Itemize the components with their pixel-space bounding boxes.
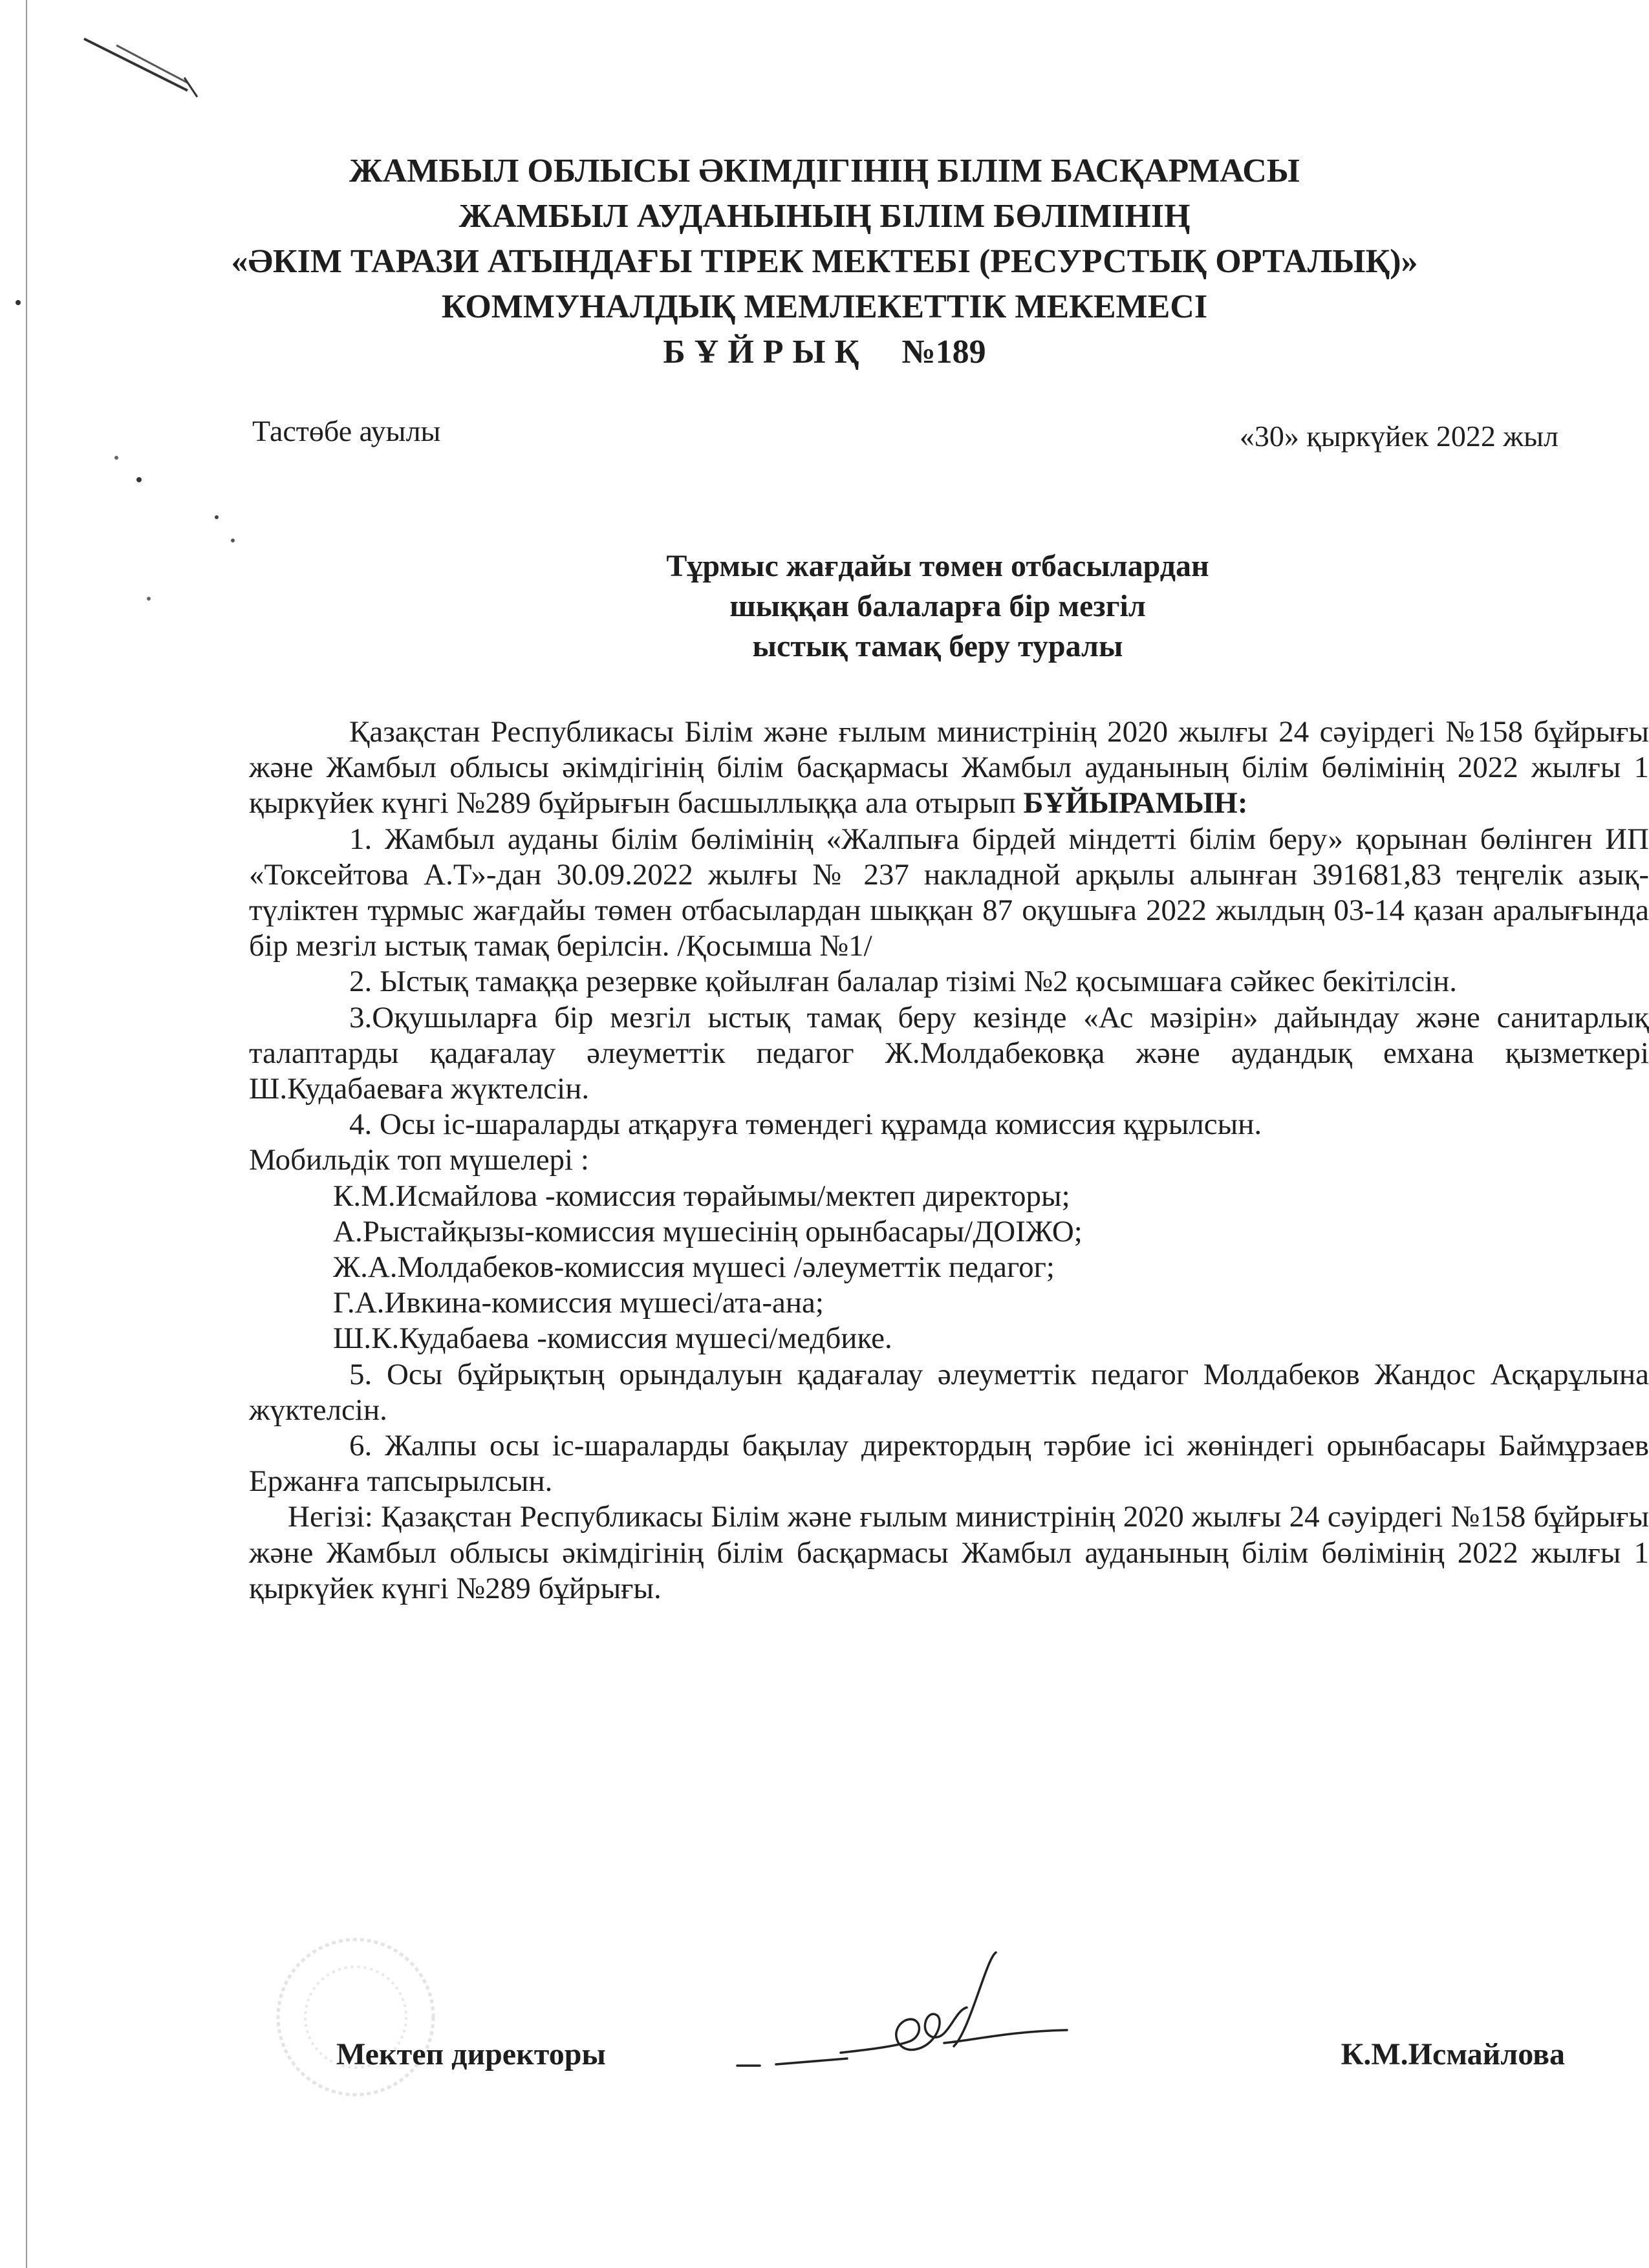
signature-name: К.М.Исмайлова xyxy=(1341,2037,1565,2071)
member-2: А.Рыстайқызы-комиссия мүшесінің орынбасары/ДОІЖО; xyxy=(333,1214,1083,1248)
signature-title: Мектеп директоры xyxy=(336,2037,606,2071)
place: Тастөбе ауылы xyxy=(252,414,441,447)
member-1: К.М.Исмайлова -комиссия төрайымы/мектеп директоры; xyxy=(333,1179,1070,1213)
header-line-4: КОММУНАЛДЫҚ МЕМЛЕКЕТТІК МЕКЕМЕСІ xyxy=(441,288,1208,325)
order-number: №189 xyxy=(901,334,986,370)
item-3: 3.Оқушыларға бір мезгіл ыстық тамақ беру кезінде «Ас мәзірін» дайындау және санитарлық талаптарды қадағалау әлеуметтік педагог Ж.Молдабековқа және аудандық емхана қызметкері Ш.Кудабаеваға жүктелсін. xyxy=(249,1000,1649,1106)
subject-line-2: шыққан балаларға бір мезгіл xyxy=(729,589,1146,623)
member-3: Ж.А.Молдабеков-комиссия мүшесі /әлеуметтік педагог; xyxy=(333,1250,1055,1285)
item-1: 1. Жамбыл ауданы білім бөлімінің «Жалпыға бірдей міндетті білім беру» қорынан бөлінген ИП «Токсейтова А.Т»-дан 30.09.2022 жылғы № 237 накладной арқылы алынған 391681,83 теңгелік азық-түліктен тұрмыс жағдайы төмен отбасылардан шыққан 87 оқушыға 2022 жылдың 03-14 қазан аралығында бір мезгіл ыстық тамақ берілсін. /Қосымша №1/ xyxy=(249,822,1649,963)
preamble: Қазақстан Республикасы Білім және ғылым министрінің 2020 жылғы 24 сәуірдегі №158 бұйрығы және Жамбыл облысы әкімдігінің білім басқармасы Жамбыл ауданының білім бөлімінің 2022 жылғы 1 қыркүйек күнгі №289 бұйрығын басшыллыққа ала отырып xyxy=(249,715,1649,820)
order-word: БҰЙРЫҚ xyxy=(663,334,868,370)
order-heading xyxy=(0,330,1649,375)
director-signature xyxy=(731,1933,1093,2082)
item-6: 6. Жалпы осы іс-шараларды бақылау директордың тәрбие ісі жөніндегі орынбасары Баймұрзаев Ержанға тапсырылсын. xyxy=(249,1429,1649,1499)
item-2: 2. Ыстық тамаққа резервке қойылған балалар тізімі №2 қосымшаға сәйкес бекітілсін. xyxy=(349,965,1458,999)
preamble-paragraph xyxy=(249,714,1649,822)
subject-line-1: Тұрмыс жағдайы төмен отбасылардан xyxy=(666,549,1209,583)
header-line-3: «ӘКІМ ТАРАЗИ АТЫНДАҒЫ ТІРЕК МЕКТЕБІ (РЕСУРСТЫҚ ОРТАЛЫҚ)» xyxy=(231,243,1418,280)
mobile-group-label: Мобильдік топ мүшелері : xyxy=(249,1143,589,1177)
date: «30» қыркүйек 2022 жыл xyxy=(1239,420,1558,453)
member-5: Ш.К.Кудабаева -комиссия мүшесі/медбике. xyxy=(333,1321,892,1356)
header-line-1: ЖАМБЫЛ ОБЛЫСЫ ӘКІМДІГІНІҢ БІЛІМ БАСҚАРМАСЫ xyxy=(349,153,1300,189)
commission-members xyxy=(249,1179,1649,1357)
member-4: Г.А.Ивкина-комиссия мүшесі/ата-ана; xyxy=(333,1286,824,1320)
header-line-2: ЖАМБЫЛ АУДАНЫНЫҢ БІЛІМ БӨЛІМІНІҢ xyxy=(458,198,1191,235)
order-subject xyxy=(0,546,1649,667)
faded-stamp xyxy=(272,1933,440,2101)
basis-paragraph: Негізі: Қазақстан Республикасы Білім және ғылым министрінің 2020 жылғы 24 сәуірдегі №158 бұйрығы және Жамбыл облысы әкімдігінің білім басқармасы Жамбыл ауданының білім бөлімінің 2022 жылғы 1 қыркүйек күнгі №289 бұйрығы. xyxy=(249,1500,1649,1605)
item-5: 5. Осы бұйрықтың орындалуын қадағалау әлеуметтік педагог Молдабеков Жандос Асқарұлына жүктелсін. xyxy=(249,1357,1649,1427)
item-4: 4. Осы іс-шараларды атқаруға төмендегі құрамда комиссия құрылсын. xyxy=(349,1107,1262,1142)
document-header xyxy=(0,149,1649,375)
order-verb: БҰЙЫРАМЫН: xyxy=(1023,786,1248,820)
subject-line-3: ыстық тамақ беру туралы xyxy=(752,629,1123,663)
order-body xyxy=(249,714,1649,1607)
